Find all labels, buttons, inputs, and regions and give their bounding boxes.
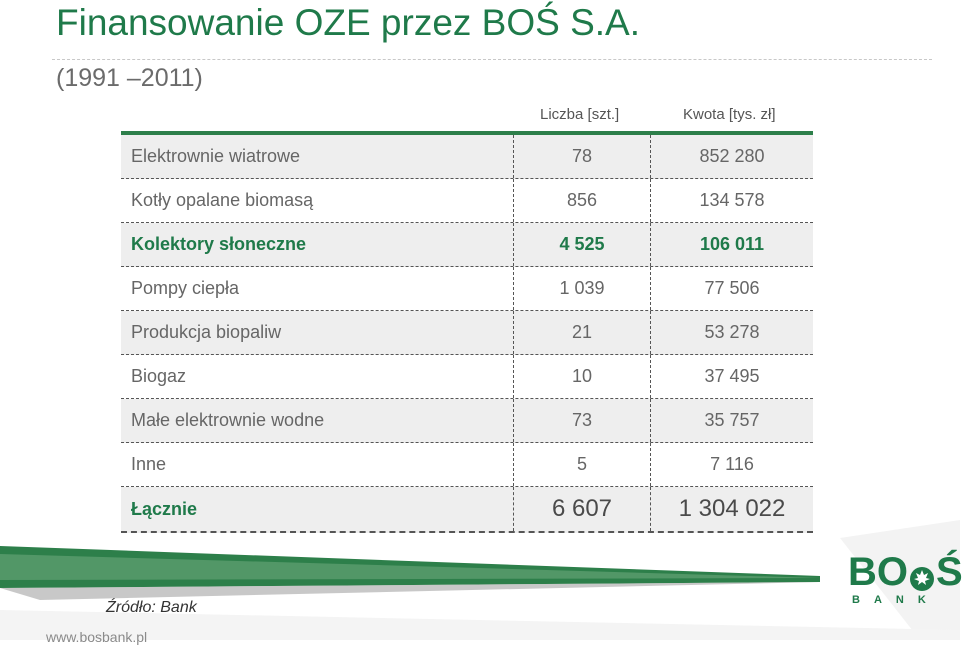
row-count: 73 bbox=[514, 399, 651, 442]
title-divider bbox=[52, 59, 932, 60]
row-amount: 7 116 bbox=[710, 454, 754, 474]
table-row-total bbox=[121, 487, 813, 533]
row-label: Elektrownie wiatrowe bbox=[121, 135, 514, 178]
row-label: Kolektory słoneczne bbox=[121, 223, 514, 266]
row-count: 5 bbox=[514, 443, 651, 486]
row-amount: 134 578 bbox=[699, 190, 765, 210]
row-count: 1 039 bbox=[514, 267, 651, 310]
column-header-count: Liczba [szt.] bbox=[540, 106, 620, 123]
total-label: Łącznie bbox=[121, 487, 514, 531]
table-row bbox=[121, 443, 813, 487]
row-count: 21 bbox=[514, 311, 651, 354]
row-amount: 53 278 bbox=[704, 322, 760, 342]
green-swoosh-decoration bbox=[0, 530, 960, 640]
page-title: Finansowanie OZE przez BOŚ S.A. bbox=[56, 2, 641, 43]
row-count: 78 bbox=[514, 135, 651, 178]
table-row bbox=[121, 179, 813, 223]
maple-leaf-icon bbox=[909, 559, 935, 585]
row-amount: 35 757 bbox=[704, 410, 760, 430]
source-note: Źródło: Bank bbox=[106, 599, 197, 616]
table-row-highlighted bbox=[121, 223, 813, 267]
table-row bbox=[121, 311, 813, 355]
total-count: 6 607 bbox=[514, 487, 651, 531]
row-amount: 77 506 bbox=[704, 278, 760, 298]
column-header-amount: Kwota [tys. zł] bbox=[683, 106, 776, 123]
row-label: Produkcja biopaliw bbox=[121, 311, 514, 354]
logo-subtext: BANK bbox=[852, 594, 940, 606]
row-count: 4 525 bbox=[514, 223, 651, 266]
table-row bbox=[121, 399, 813, 443]
row-amount: 852 280 bbox=[699, 146, 765, 166]
table-row bbox=[121, 267, 813, 311]
row-label: Pompy ciepła bbox=[121, 267, 514, 310]
website-url[interactable]: www.bosbank.pl bbox=[46, 629, 148, 645]
row-count: 856 bbox=[514, 179, 651, 222]
page-subtitle: (1991 –2011) bbox=[56, 64, 203, 92]
financing-table bbox=[121, 131, 813, 533]
logo-text-left: BO bbox=[848, 550, 908, 594]
table-row bbox=[121, 355, 813, 399]
bos-bank-logo bbox=[848, 550, 963, 606]
row-label: Inne bbox=[121, 443, 514, 486]
logo-text-right: Ś bbox=[936, 550, 963, 594]
row-label: Kotły opalane biomasą bbox=[121, 179, 514, 222]
row-amount: 37 495 bbox=[704, 366, 760, 386]
total-amount: 1 304 022 bbox=[678, 495, 786, 522]
row-amount: 106 011 bbox=[699, 234, 765, 254]
row-label: Biogaz bbox=[121, 355, 514, 398]
row-label: Małe elektrownie wodne bbox=[121, 399, 514, 442]
table-row bbox=[121, 135, 813, 179]
row-count: 10 bbox=[514, 355, 651, 398]
